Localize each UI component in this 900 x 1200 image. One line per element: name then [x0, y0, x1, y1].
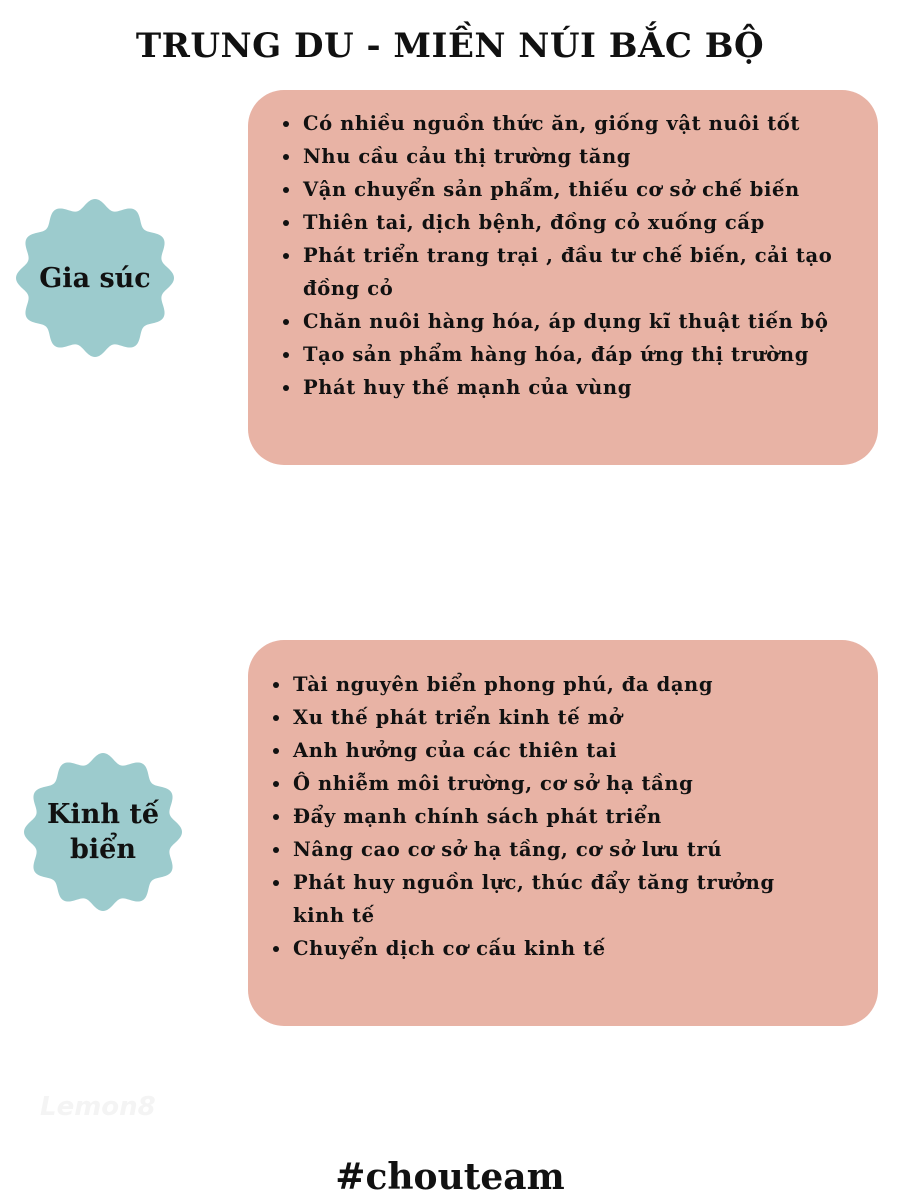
bullet-list	[248, 640, 878, 965]
list-item: Có nhiều nguồn thức ăn, giống vật nuôi tốt	[303, 107, 878, 140]
list-item: Phát huy thế mạnh của vùng	[303, 371, 878, 404]
list-item: Chuyển dịch cơ cấu kinh tế	[293, 932, 878, 965]
badge-gia-suc	[15, 198, 175, 358]
list-item: Tài nguyên biển phong phú, đa dạng	[293, 668, 878, 701]
info-box-gia-suc	[248, 90, 878, 465]
page-title: TRUNG DU - MIỀN NÚI BẮC BỘ	[135, 26, 765, 66]
list-item: Nhu cầu cảu thị trường tăng	[303, 140, 878, 173]
badge-kinh-te-bien	[23, 752, 183, 912]
footer-hashtag: #chouteam	[335, 1156, 565, 1198]
list-item: Đẩy mạnh chính sách phát triển	[293, 800, 878, 833]
list-item: Tạo sản phẩm hàng hóa, đáp ứng thị trường	[303, 338, 878, 371]
list-item: Ô nhiễm môi trường, cơ sở hạ tầng	[293, 767, 878, 800]
watermark-logo: Lemon8	[40, 1092, 156, 1122]
list-item: Phát triển trang trại , đầu tư chế biến, cải tạo đồng cỏ	[303, 239, 878, 305]
list-item: Anh hưởng của các thiên tai	[293, 734, 878, 767]
list-item: Vận chuyển sản phẩm, thiếu cơ sở chế biến	[303, 173, 878, 206]
bullet-list	[248, 90, 878, 404]
list-item: Nâng cao cơ sở hạ tầng, cơ sở lưu trú	[293, 833, 878, 866]
badge-label: Gia súc	[39, 262, 151, 294]
list-item: Phát huy nguồn lực, thúc đẩy tăng trưởng kinh tế	[293, 866, 878, 932]
badge-label: Kinh tế biển	[46, 799, 160, 865]
info-box-kinh-te-bien	[248, 640, 878, 1026]
list-item: Chăn nuôi hàng hóa, áp dụng kĩ thuật tiến bộ	[303, 305, 878, 338]
list-item: Xu thế phát triển kinh tế mở	[293, 701, 878, 734]
list-item: Thiên tai, dịch bệnh, đồng cỏ xuống cấp	[303, 206, 878, 239]
